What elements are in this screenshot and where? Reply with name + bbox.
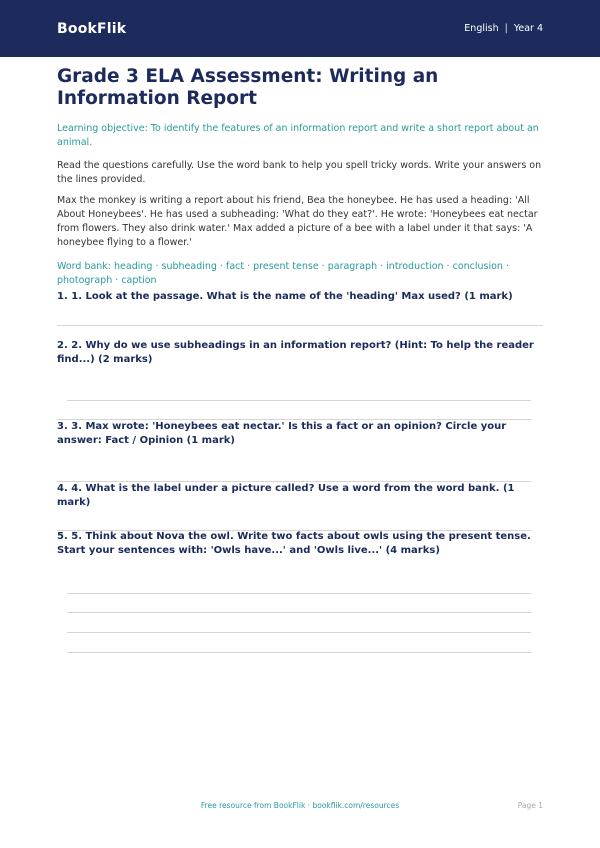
question-text: 1. 1. Look at the passage. What is the name of the 'heading' Max used? (1 mark) (57, 291, 513, 302)
subject-label: English (464, 23, 499, 34)
answer-line[interactable] (57, 325, 543, 326)
intro-section (57, 66, 543, 288)
passage: Max the monkey is writing a report about his friend, Bea the honeybee. He has used a heading: 'All About Honeybees'. He has used a subheading: 'What do they eat?'. He wrote: 'Honeybees eat nectar from flowers. They also drink water.' Max added a picture of a bee with a label under it that says: 'A honeybee flying to a flower.' (57, 195, 538, 248)
question-text: 2. 2. Why do we use subheadings in an information report? (Hint: To help the reader find...) (2 marks) (57, 340, 534, 365)
answer-line[interactable] (67, 400, 531, 401)
header-bar (0, 0, 600, 57)
question-3 (57, 420, 543, 448)
answer-line[interactable] (67, 632, 531, 633)
question-text: 4. 4. What is the label under a picture called? Use a word from the word bank. (1 mark) (57, 483, 515, 508)
question-text: 3. 3. Max wrote: 'Honeybees eat nectar.' Is this a fact or an opinion? Circle your answer: Fact / Opinion (1 mark) (57, 421, 507, 446)
question-4 (57, 482, 543, 510)
year-label: Year 4 (513, 23, 543, 34)
question-text: 5. 5. Think about Nova the owl. Write two facts about owls using the present tense. Start your sentences with: 'Owls have...' and 'Owls live...' (4 marks) (57, 531, 531, 556)
brand-logo[interactable]: BookFlik (57, 20, 127, 37)
separator: | (504, 23, 508, 34)
question-2 (57, 339, 543, 367)
page-title: Grade 3 ELA Assessment: Writing an Information Report (57, 66, 439, 109)
subject-year-label (464, 23, 543, 34)
answer-line[interactable] (67, 652, 531, 653)
page-number: Page 1 (517, 801, 543, 810)
question-1 (57, 290, 543, 304)
footer-resource-link[interactable]: Free resource from BookFlik · bookflik.com/resources (200, 801, 400, 810)
question-5 (57, 530, 543, 558)
word-bank: Word bank: heading · subheading · fact · present tense · paragraph · introduction · conclusion · photograph · caption (57, 261, 509, 286)
instructions: Read the questions carefully. Use the word bank to help you spell tricky words. Write your answers on the lines provided. (57, 160, 542, 185)
answer-line[interactable] (67, 612, 531, 613)
answer-line[interactable] (67, 593, 531, 594)
learning-objective: Learning objective: To identify the features of an information report and write a short report about an animal. (57, 123, 539, 148)
